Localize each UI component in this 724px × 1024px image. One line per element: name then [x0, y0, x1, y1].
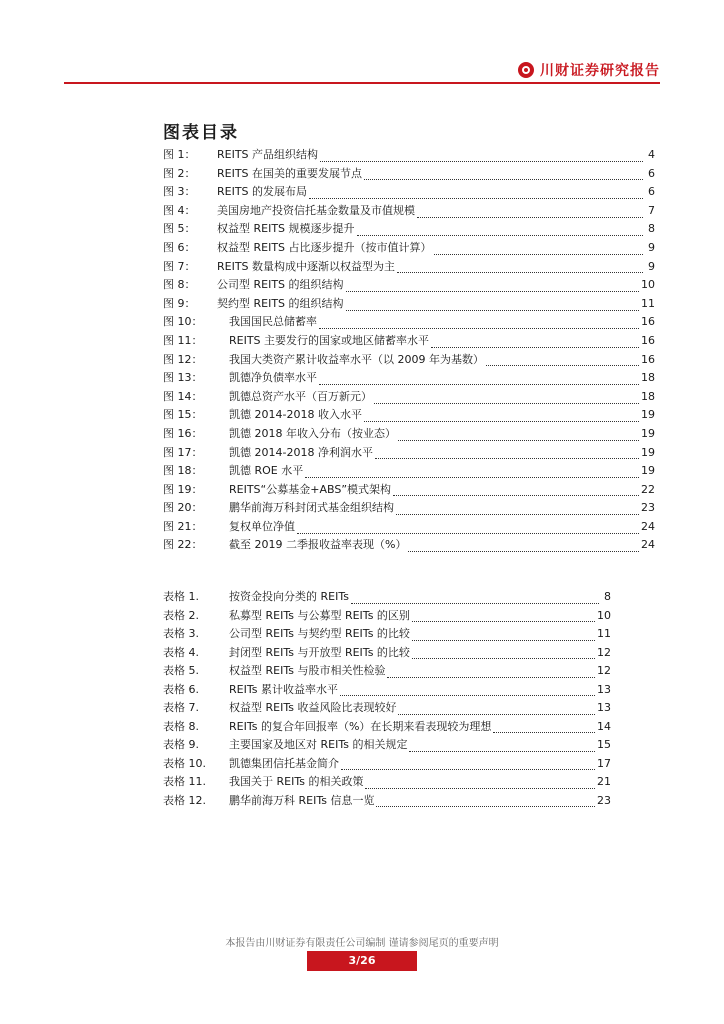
table-entry[interactable] — [163, 718, 611, 737]
figure-entry-number: 图 10： — [163, 315, 203, 329]
dot-leader — [375, 444, 639, 459]
figure-entry-number: 图 3： — [163, 185, 196, 199]
figure-entry-title: 凯德总资产水平（百万新元） — [229, 389, 372, 403]
table-entry-number: 表格 7. — [163, 701, 199, 714]
table-entry-page: 15 — [597, 738, 611, 751]
figure-entry-title: REITS 的发展布局 — [217, 185, 308, 199]
table-entry-number: 表格 12. — [163, 793, 206, 807]
dot-leader — [434, 240, 643, 255]
figure-entry-number: 图 16： — [163, 426, 203, 440]
figure-entry-number: 图 19： — [163, 482, 203, 496]
figure-entry-number: 图 18： — [163, 464, 203, 478]
dot-leader — [320, 147, 643, 162]
dot-leader — [412, 607, 595, 622]
figure-entry[interactable] — [163, 332, 655, 351]
figure-entry[interactable] — [163, 313, 655, 332]
figure-entry-page: 8 — [648, 222, 655, 236]
figure-entry-page: 16 — [641, 315, 655, 329]
table-entry-page: 17 — [597, 756, 611, 770]
table-entry-page: 21 — [597, 775, 611, 788]
figure-entry[interactable] — [163, 183, 655, 202]
table-entry-number: 表格 5. — [163, 664, 199, 677]
table-entry-page: 8 — [604, 590, 611, 603]
figure-entry-title: REITS 在国美的重要发展节点 — [217, 166, 363, 180]
table-entry-title: 权益型 REITs 收益风险比表现较好 — [229, 701, 397, 714]
table-entry-page: 13 — [597, 701, 611, 714]
figure-entry-title: 我国大类资产累计收益率水平（以 2009 年为基数） — [229, 352, 484, 366]
table-entry-title: 权益型 REITs 与股市相关性检验 — [229, 664, 386, 677]
dot-leader — [408, 537, 639, 552]
figure-entry-page: 19 — [641, 426, 655, 440]
table-entry[interactable] — [163, 588, 611, 607]
table-entry-page: 12 — [597, 664, 611, 677]
figure-entry-page: 16 — [641, 352, 655, 366]
dot-leader — [297, 519, 639, 534]
figure-entry-title: REITS 主要发行的国家或地区储蓄率水平 — [229, 333, 430, 347]
figure-entry[interactable] — [163, 425, 655, 444]
figure-entry[interactable] — [163, 165, 655, 184]
table-entry-page: 13 — [597, 682, 611, 696]
figure-entry-title: 权益型 REITS 规模逐步提升 — [217, 222, 355, 236]
table-entry-title: 公司型 REITs 与契约型 REITs 的比较 — [229, 627, 410, 640]
figure-entry-title: 权益型 REITS 占比逐步提升（按市值计算） — [217, 240, 432, 254]
page-number: 3/26 — [307, 951, 417, 971]
page-title: 图表目录 — [163, 123, 239, 143]
figure-entry-page: 19 — [641, 464, 655, 478]
figure-entry[interactable] — [163, 258, 655, 277]
figure-entry[interactable] — [163, 481, 655, 500]
dot-leader — [376, 792, 595, 807]
figure-entry-number: 图 5： — [163, 222, 196, 236]
figure-entry-title: 凯德净负债率水平 — [229, 371, 317, 385]
figure-entry-number: 图 1： — [163, 148, 196, 161]
figure-entry-number: 图 11： — [163, 333, 203, 347]
dot-leader — [398, 426, 639, 441]
figure-entry-page: 16 — [641, 333, 655, 347]
dot-leader — [340, 681, 595, 696]
figure-entry-number: 图 9： — [163, 296, 196, 310]
table-entry[interactable] — [163, 625, 611, 644]
table-entry-number: 表格 2. — [163, 608, 199, 622]
figure-entry-page: 10 — [641, 278, 655, 292]
figure-entry-title: REITS 数量构成中逐渐以权益型为主 — [217, 259, 396, 273]
dot-leader — [305, 463, 639, 478]
dot-leader — [357, 221, 643, 236]
figure-entry-number: 图 22： — [163, 538, 203, 552]
dot-leader — [396, 500, 639, 515]
figure-entry-number: 图 13： — [163, 371, 203, 385]
dot-leader — [319, 370, 639, 385]
dot-leader — [364, 407, 639, 422]
figure-entry-number: 图 20： — [163, 501, 203, 515]
figure-entry[interactable] — [163, 462, 655, 481]
table-entry-number: 表格 3. — [163, 627, 199, 640]
table-entry[interactable] — [163, 792, 611, 811]
table-entry[interactable] — [163, 681, 611, 700]
dot-leader — [398, 700, 595, 715]
figure-entry-number: 图 2： — [163, 166, 196, 180]
figure-entry-title: 截至 2019 二季报收益率表现（%） — [229, 538, 407, 552]
figure-entry-page: 7 — [648, 203, 655, 217]
figure-entry[interactable] — [163, 406, 655, 425]
figure-entry-title: 凯德 2014-2018 收入水平 — [229, 408, 362, 422]
figure-entry-number: 图 4： — [163, 203, 196, 217]
dot-leader — [387, 663, 595, 678]
dot-leader — [412, 626, 595, 641]
figure-entry-title: 凯德 2018 年收入分布（按业态） — [229, 426, 396, 440]
dot-leader — [431, 333, 639, 348]
figure-entry-title: 凯德 ROE 水平 — [229, 464, 304, 478]
table-entry-title: 封闭型 REITs 与开放型 REITs 的比较 — [229, 645, 410, 659]
table-entry-title: REITs 的复合年回报率（%）在长期来看表现较为理想 — [229, 719, 492, 733]
figure-entry-page: 19 — [641, 408, 655, 422]
table-entry-number: 表格 4. — [163, 645, 199, 659]
figure-entry-title: REITS 产品组织结构 — [217, 148, 319, 161]
figure-entry-number: 图 15： — [163, 408, 203, 422]
table-entry-number: 表格 8. — [163, 719, 199, 733]
table-entry-number: 表格 6. — [163, 682, 199, 696]
figure-entry-number: 图 21： — [163, 519, 203, 533]
figure-entry-title: 美国房地产投资信托基金数量及市值规模 — [217, 203, 415, 217]
dot-leader — [309, 184, 643, 199]
dot-leader — [409, 737, 595, 752]
figure-list — [163, 146, 655, 555]
dot-leader — [351, 589, 599, 604]
header-divider — [64, 82, 660, 84]
table-entry-title: 按资金投向分类的 REITs — [229, 590, 349, 603]
figure-entry-page: 18 — [641, 371, 655, 385]
figure-entry-page: 23 — [641, 501, 655, 515]
page-header — [0, 0, 724, 86]
figure-entry[interactable] — [163, 518, 655, 537]
table-entry-page: 14 — [597, 719, 611, 733]
figure-entry-page: 24 — [641, 538, 655, 552]
table-entry-title: REITs 累计收益率水平 — [229, 682, 338, 696]
table-entry[interactable] — [163, 755, 611, 774]
table-entry[interactable] — [163, 699, 611, 718]
table-entry-page: 10 — [597, 608, 611, 622]
figure-entry-title: 公司型 REITS 的组织结构 — [217, 278, 344, 292]
figure-entry[interactable] — [163, 239, 655, 258]
figure-entry[interactable] — [163, 351, 655, 370]
dot-leader — [319, 314, 639, 329]
figure-entry-title: 复权单位净值 — [229, 519, 295, 533]
brand-name: 川财证券研究报告 — [540, 63, 660, 79]
figure-entry-page: 6 — [648, 185, 655, 199]
figure-entry-page: 22 — [641, 482, 655, 496]
table-entry-title: 鹏华前海万科 REITs 信息一览 — [229, 793, 375, 807]
figure-entry-page: 11 — [641, 296, 655, 310]
figure-entry-title: 鹏华前海万科封闭式基金组织结构 — [229, 501, 394, 515]
dot-leader — [486, 351, 639, 366]
figure-entry-number: 图 12： — [163, 352, 203, 366]
figure-entry[interactable] — [163, 220, 655, 239]
table-entry[interactable] — [163, 607, 611, 626]
table-entry[interactable] — [163, 773, 611, 792]
table-entry-number: 表格 11. — [163, 775, 206, 788]
figure-entry[interactable] — [163, 388, 655, 407]
figure-entry-page: 9 — [648, 259, 655, 273]
table-entry-title: 我国关于 REITs 的相关政策 — [229, 775, 364, 788]
figure-entry-number: 图 7： — [163, 259, 196, 273]
figure-entry-title: 我国国民总储蓄率 — [229, 315, 317, 329]
figure-entry[interactable] — [163, 202, 655, 221]
dot-leader — [365, 774, 595, 789]
figure-entry[interactable] — [163, 499, 655, 518]
table-list — [163, 588, 611, 810]
figure-entry[interactable] — [163, 295, 655, 314]
figure-entry-title: 契约型 REITS 的组织结构 — [217, 296, 344, 310]
figure-entry-number: 图 8： — [163, 278, 196, 292]
figure-entry[interactable] — [163, 146, 655, 165]
figure-entry-page: 9 — [648, 240, 655, 254]
figure-entry-page: 6 — [648, 166, 655, 180]
table-entry[interactable] — [163, 644, 611, 663]
dot-leader — [374, 389, 639, 404]
table-entry[interactable] — [163, 736, 611, 755]
dot-leader — [393, 481, 639, 496]
figure-entry-title: REITS“公募基金+ABS”模式架构 — [229, 482, 392, 496]
table-entry-title: 主要国家及地区对 REITs 的相关规定 — [229, 738, 408, 751]
dot-leader — [493, 718, 595, 733]
table-entry-title: 凯德集团信托基金简介 — [229, 756, 339, 770]
figure-entry-page: 18 — [641, 389, 655, 403]
brand — [518, 60, 660, 80]
table-entry-number: 表格 9. — [163, 738, 199, 751]
figure-entry[interactable] — [163, 536, 655, 555]
figure-entry-number: 图 14： — [163, 389, 203, 403]
figure-entry-number: 图 17： — [163, 445, 203, 459]
brand-logo-icon — [518, 62, 534, 78]
figure-entry[interactable] — [163, 369, 655, 388]
dot-leader — [364, 165, 643, 180]
table-entry-page: 12 — [597, 645, 611, 659]
figure-entry[interactable] — [163, 444, 655, 463]
footer-disclaimer: 本报告由川财证券有限责任公司编制 谨请参阅尾页的重要声明 — [225, 938, 499, 949]
table-entry-title: 私募型 REITs 与公募型 REITs 的区别 — [229, 608, 410, 622]
figure-entry-page: 24 — [641, 519, 655, 533]
dot-leader — [397, 258, 643, 273]
table-entry[interactable] — [163, 662, 611, 681]
table-entry-page: 23 — [597, 793, 611, 807]
table-entry-number: 表格 1. — [163, 590, 199, 603]
figure-entry-page: 19 — [641, 445, 655, 459]
dot-leader — [346, 277, 639, 292]
dot-leader — [346, 296, 639, 311]
figure-entry-page: 4 — [648, 148, 655, 161]
dot-leader — [341, 755, 595, 770]
dot-leader — [412, 644, 595, 659]
figure-entry-number: 图 6： — [163, 240, 196, 254]
figure-entry-title: 凯德 2014-2018 净利润水平 — [229, 445, 373, 459]
dot-leader — [417, 203, 643, 218]
table-entry-number: 表格 10. — [163, 756, 206, 770]
figure-entry[interactable] — [163, 276, 655, 295]
table-entry-page: 11 — [597, 627, 611, 640]
